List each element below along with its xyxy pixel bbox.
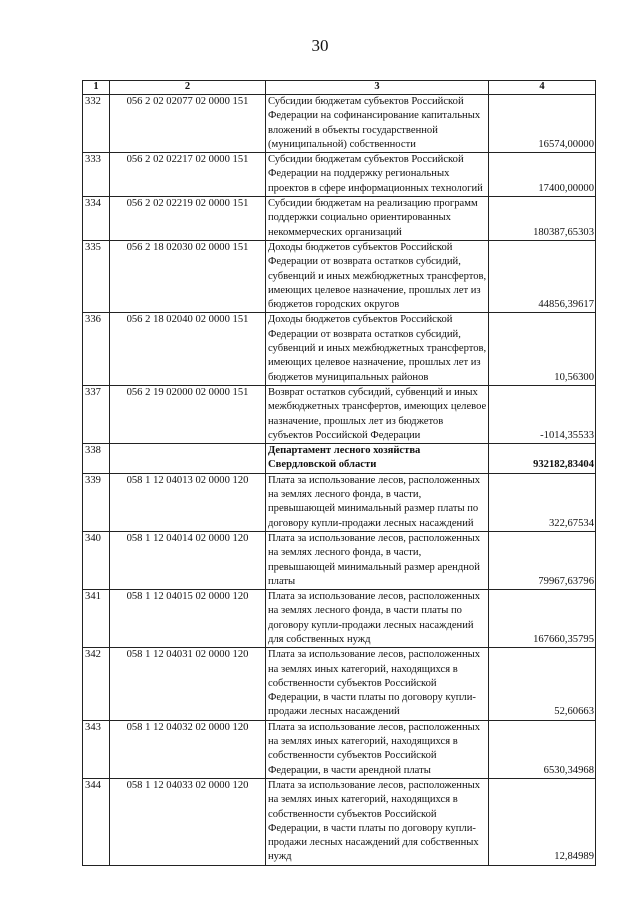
amount-value: 167660,35795 <box>489 590 596 648</box>
column-header-3: 3 <box>266 81 489 95</box>
budget-code: 056 2 19 02000 02 0000 151 <box>110 385 266 443</box>
amount-value: 932182,83404 <box>489 444 596 474</box>
amount-value: 322,67534 <box>489 473 596 531</box>
amount-value: 52,60663 <box>489 648 596 720</box>
column-header-2: 2 <box>110 81 266 95</box>
amount-value: 79967,63796 <box>489 531 596 589</box>
revenue-description: Плата за использование лесов, расположенных на землях лесного фонда, в части, превышающей минимальный размер платы по договору купли-продажи лесных насаждений <box>266 473 489 531</box>
amount-value: -1014,35533 <box>489 385 596 443</box>
budget-code: 056 2 18 02040 02 0000 151 <box>110 313 266 385</box>
column-header-4: 4 <box>489 81 596 95</box>
table-row <box>83 385 596 443</box>
revenue-description: Плата за использование лесов, расположенных на землях иных категорий, находящихся в собственности субъектов Российской Федерации, в части арендной платы <box>266 720 489 778</box>
row-number: 335 <box>83 240 110 312</box>
page-number: 30 <box>311 36 329 55</box>
budget-code: 056 2 02 02219 02 0000 151 <box>110 197 266 241</box>
amount-value: 10,56300 <box>489 313 596 385</box>
table-row <box>83 590 596 648</box>
table-row <box>83 531 596 589</box>
amount-value: 12,84989 <box>489 778 596 865</box>
revenue-table <box>82 80 596 866</box>
row-number: 341 <box>83 590 110 648</box>
row-number: 339 <box>83 473 110 531</box>
row-number: 334 <box>83 197 110 241</box>
table-row <box>83 197 596 241</box>
amount-value: 17400,00000 <box>489 153 596 197</box>
row-number: 333 <box>83 153 110 197</box>
table-row <box>83 313 596 385</box>
row-number: 344 <box>83 778 110 865</box>
revenue-description: Департамент лесного хозяйства Свердловской области <box>266 444 489 474</box>
budget-code: 058 1 12 04014 02 0000 120 <box>110 531 266 589</box>
row-number: 332 <box>83 95 110 153</box>
table-row <box>83 473 596 531</box>
revenue-description: Субсидии бюджетам на реализацию программ поддержки социально ориентированных некоммерческих организаций <box>266 197 489 241</box>
budget-code: 056 2 18 02030 02 0000 151 <box>110 240 266 312</box>
amount-value: 16574,00000 <box>489 95 596 153</box>
table-body <box>83 95 596 866</box>
table-row <box>83 240 596 312</box>
table-row <box>83 95 596 153</box>
revenue-description: Плата за использование лесов, расположенных на землях иных категорий, находящихся в собственности субъектов Российской Федерации, в части платы по договору купли-продажи лесных насаждений для собственных нужд <box>266 778 489 865</box>
budget-code: 056 2 02 02077 02 0000 151 <box>110 95 266 153</box>
table-row <box>83 648 596 720</box>
budget-code: 056 2 02 02217 02 0000 151 <box>110 153 266 197</box>
revenue-description: Плата за использование лесов, расположенных на землях лесного фонда, в части платы по договору купли-продажи лесных насаждений для собственных нужд <box>266 590 489 648</box>
budget-code <box>110 444 266 474</box>
row-number: 338 <box>83 444 110 474</box>
row-number: 336 <box>83 313 110 385</box>
table-row <box>83 720 596 778</box>
amount-value: 6530,34968 <box>489 720 596 778</box>
revenue-description: Плата за использование лесов, расположенных на землях иных категорий, находящихся в собственности субъектов Российской Федерации, в части платы по договору купли-продажи лесных насаждений <box>266 648 489 720</box>
table-row <box>83 778 596 865</box>
budget-code: 058 1 12 04015 02 0000 120 <box>110 590 266 648</box>
table-row <box>83 153 596 197</box>
budget-code: 058 1 12 04031 02 0000 120 <box>110 648 266 720</box>
revenue-description: Субсидии бюджетам субъектов Российской Федерации на поддержку региональных проектов в сфере информационных технологий <box>266 153 489 197</box>
row-number: 342 <box>83 648 110 720</box>
amount-value: 44856,39617 <box>489 240 596 312</box>
budget-code: 058 1 12 04013 02 0000 120 <box>110 473 266 531</box>
revenue-description: Доходы бюджетов субъектов Российской Федерации от возврата остатков субсидий, субвенций и иных межбюджетных трансфертов, имеющих целевое назначение, прошлых лет из бюджетов городских округов <box>266 240 489 312</box>
table-header-row <box>83 81 596 95</box>
table-row <box>83 444 596 474</box>
revenue-description: Плата за использование лесов, расположенных на землях лесного фонда, в части, превышающей минимальный размер арендной платы <box>266 531 489 589</box>
row-number: 343 <box>83 720 110 778</box>
row-number: 340 <box>83 531 110 589</box>
revenue-description: Доходы бюджетов субъектов Российской Федерации от возврата остатков субсидий, субвенций и иных межбюджетных трансфертов, имеющих целевое назначение, прошлых лет из бюджетов муниципальных районов <box>266 313 489 385</box>
column-header-1: 1 <box>83 81 110 95</box>
amount-value: 180387,65303 <box>489 197 596 241</box>
revenue-description: Возврат остатков субсидий, субвенций и иных межбюджетных трансфертов, имеющих целевое назначение, прошлых лет из бюджетов субъектов Российской Федерации <box>266 385 489 443</box>
budget-code: 058 1 12 04032 02 0000 120 <box>110 720 266 778</box>
revenue-description: Субсидии бюджетам субъектов Российской Федерации на софинансирование капитальных вложений в объекты государственной (муниципальной) собственности <box>266 95 489 153</box>
row-number: 337 <box>83 385 110 443</box>
budget-code: 058 1 12 04033 02 0000 120 <box>110 778 266 865</box>
